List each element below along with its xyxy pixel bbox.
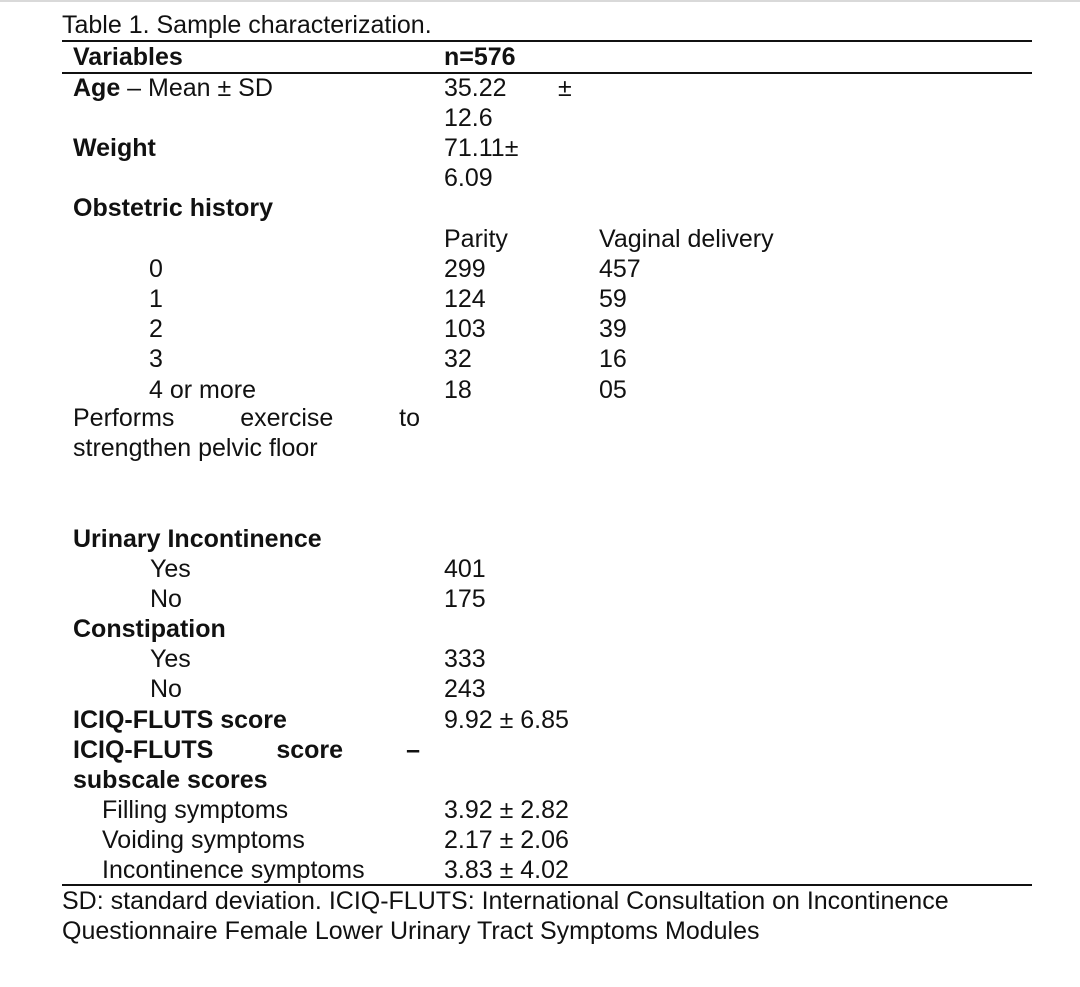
subscale-row-label: Filling symptoms	[102, 796, 289, 824]
obstetric-row-parity: 18	[444, 376, 472, 404]
table-top-rule	[62, 40, 1032, 42]
urinary-no-value: 175	[444, 585, 486, 613]
age-label-bold: Age	[73, 74, 121, 102]
obstetric-row-parity: 299	[444, 255, 486, 283]
exercise-word-exercise: exercise	[240, 404, 334, 432]
subscale-row-label: Voiding symptoms	[102, 826, 305, 854]
iciq-subscale-word-dash: –	[406, 736, 420, 764]
urinary-incontinence-label: Urinary Incontinence	[73, 525, 322, 553]
obstetric-history-label: Obstetric history	[73, 194, 274, 222]
urinary-yes-value: 401	[444, 555, 486, 583]
age-plusminus: ±	[558, 74, 572, 102]
weight-sd-value: 6.09	[444, 164, 493, 192]
constipation-yes-value: 333	[444, 645, 486, 673]
obstetric-row-vaginal: 457	[599, 255, 641, 283]
obstetric-row-parity: 103	[444, 315, 486, 343]
urinary-no-label: No	[150, 585, 182, 613]
age-label	[73, 73, 273, 103]
exercise-word-performs: Performs	[73, 404, 175, 432]
iciq-subscale-label-line2: subscale scores	[73, 766, 268, 794]
obstetric-row-vaginal: 16	[599, 345, 627, 373]
iciq-subscale-word-iciq: ICIQ-FLUTS	[73, 736, 214, 764]
obstetric-row-vaginal: 05	[599, 376, 627, 404]
subscale-row-value: 2.17 ± 2.06	[444, 826, 569, 854]
obstetric-row-label: 4 or more	[149, 376, 256, 404]
header-variables: Variables	[73, 43, 183, 71]
iciq-subscale-word-score: score	[276, 736, 344, 764]
table-caption: Table 1. Sample characterization.	[62, 11, 432, 39]
parity-column-header: Parity	[444, 225, 508, 253]
subscale-row-value: 3.92 ± 2.82	[444, 796, 569, 824]
age-sd-value: 12.6	[444, 104, 493, 132]
iciq-score-value: 9.92 ± 6.85	[444, 706, 569, 734]
subscale-row-value: 3.83 ± 4.02	[444, 856, 569, 884]
obstetric-row-label: 1	[149, 285, 163, 313]
vaginal-delivery-column-header: Vaginal delivery	[599, 225, 774, 253]
iciq-score-label: ICIQ-FLUTS score	[73, 706, 287, 734]
weight-mean-value: 71.11±	[444, 134, 519, 162]
obstetric-row-label: 3	[149, 345, 163, 373]
exercise-label-line2: strengthen pelvic floor	[73, 434, 318, 462]
header-sample-size: n=576	[444, 43, 516, 71]
constipation-no-label: No	[150, 675, 182, 703]
obstetric-row-label: 2	[149, 315, 163, 343]
obstetric-row-parity: 32	[444, 345, 472, 373]
constipation-no-value: 243	[444, 675, 486, 703]
subscale-row-label: Incontinence symptoms	[102, 856, 365, 884]
exercise-word-to: to	[399, 404, 420, 432]
urinary-yes-label: Yes	[150, 555, 191, 583]
age-label-rest: – Mean ± SD	[120, 74, 273, 102]
table-footnote-line2: Questionnaire Female Lower Urinary Tract Symptoms Modules	[62, 917, 760, 945]
obstetric-row-vaginal: 39	[599, 315, 627, 343]
table-footnote-line1: SD: standard deviation. ICIQ-FLUTS: International Consultation on Incontinence	[62, 887, 949, 915]
iciq-subscale-label-line1	[73, 735, 420, 765]
constipation-label: Constipation	[73, 615, 226, 643]
weight-label: Weight	[73, 134, 156, 162]
constipation-yes-label: Yes	[150, 645, 191, 673]
obstetric-row-label: 0	[149, 255, 163, 283]
obstetric-row-parity: 124	[444, 285, 486, 313]
exercise-label-line1	[73, 403, 420, 433]
age-mean-value: 35.22	[444, 74, 507, 102]
obstetric-row-vaginal: 59	[599, 285, 627, 313]
